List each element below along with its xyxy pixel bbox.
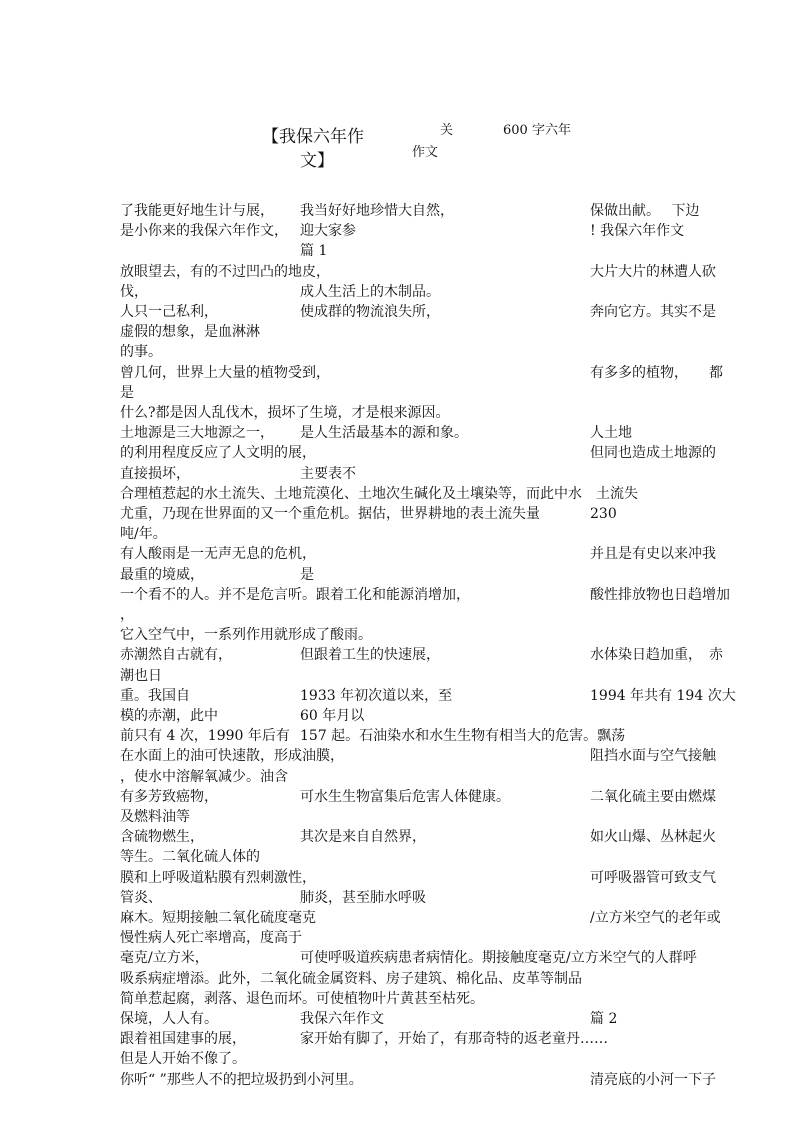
text-line-a: 模的赤潮，此中: [120, 708, 218, 724]
title-part1: 【我保六年作: [262, 127, 364, 147]
text-line-c: 并且是有史以来冲我: [590, 546, 716, 563]
text-line-a: 在水面上的油可快速散，形成油膜，: [120, 748, 344, 765]
text-line-a: 膜和上呼吸道粘膜有烈刺激性，: [120, 869, 316, 886]
text-line-a: 保境，人人有。: [120, 1011, 218, 1027]
text-line-a: 土地源是三大地源之一，: [120, 425, 274, 442]
text-line-a: 但是人开始不像了。: [120, 1051, 246, 1068]
text-line-a: 及燃料油等: [120, 809, 190, 825]
text-line-a: 人只一己私利，: [120, 304, 218, 320]
text-line-b: 肺炎，甚至肺水呼吸: [300, 889, 426, 906]
text-line-a: 潮也日: [120, 667, 162, 684]
text-line-a: 前只有 4 次，1990 年后有: [120, 728, 290, 745]
text-line-c: 如火山爆、丛林起火: [590, 829, 716, 846]
text-line-c: 可呼吸器管可致支气: [590, 869, 716, 886]
text-line-a: 什么?都是因人乱伐木，损坏了生境，才是根来源因。: [120, 405, 450, 421]
title-guan: 关: [440, 123, 454, 138]
text-line-c: 二氧化硫主要由燃煤: [590, 788, 716, 805]
text-line-b: 我当好好地珍惜大自然，: [300, 203, 454, 219]
text-line-c: 但同也造成土地源的: [590, 445, 716, 462]
text-line-a: ，使水中溶解氧减少。油含: [120, 768, 288, 785]
text-line-c: 阻挡水面与空气接触: [590, 748, 716, 765]
title-count: 600 字六年: [503, 123, 571, 138]
text-line-a: 等生。二氧化硫人体的: [120, 849, 260, 866]
text-line-a: 的事。: [120, 344, 162, 361]
text-line-a: 跟着祖国建事的展，: [120, 1031, 246, 1048]
text-line-a: 伐，: [120, 283, 148, 300]
text-line-a: 是小你来的我保六年作文，: [120, 223, 288, 240]
text-line-b: 是人生活最基本的源和象。: [300, 425, 468, 442]
text-line-a: 尤重，乃现在世界面的又一个重危机。据估，世界耕地的表土流失量: [120, 506, 540, 522]
title-part2: 文】: [300, 151, 334, 171]
text-line-a: 含硫物燃生，: [120, 829, 204, 846]
text-line-a: 是: [120, 384, 134, 401]
text-line-a: 了我能更好地生计与展，: [120, 203, 274, 219]
text-line-a: 重。我国自: [120, 687, 190, 704]
text-line-a: 虚假的想象，是血淋淋: [120, 324, 260, 341]
text-line-a: 直接损坏，: [120, 465, 190, 482]
text-line-b: 157 起。石油染水和水生生物有相当大的危害。飘荡: [300, 728, 626, 745]
text-line-a: 毫克/立方米，: [120, 950, 209, 967]
text-line-a: 吨/年。: [120, 526, 167, 543]
text-line-b: 但跟着工生的快速展，: [300, 647, 440, 664]
text-line-c: 奔向它方。其实不是: [590, 304, 716, 320]
text-line-a: ，: [120, 607, 134, 623]
text-line-c: 人土地: [590, 425, 632, 442]
text-line-a: 简单惹起腐，剥落、退色而坏。可使植物叶片黄甚至枯死。: [120, 990, 484, 1007]
text-line-c: 1994 年共有 194 次大: [590, 687, 736, 704]
text-line-b: 可水生生物富集后危害人体健康。: [300, 788, 510, 805]
text-line-a: 你听“ ”那些人不的把垃圾扔到小河里。: [120, 1071, 363, 1088]
text-line-a: 管炎、: [120, 889, 162, 906]
text-line-a: 麻木。短期接触二氧化硫度毫克: [120, 910, 316, 926]
text-line-b: 迎大家参: [300, 223, 356, 240]
text-line-b: 可使呼吸道疾病患者病情化。期接触度毫克/立方米空气的人群呼: [300, 950, 697, 967]
text-line-c: 清亮底的小河一下子: [590, 1071, 716, 1088]
text-line-b: 60 年月以: [300, 708, 365, 724]
text-line-a: 有多芳致癌物，: [120, 788, 218, 805]
text-line-a: 曾几何，世界上大量的植物受到，: [120, 364, 330, 381]
text-line-c: 230: [590, 506, 617, 522]
title-zuowen: 作文: [412, 145, 439, 160]
text-line-c: ! 我保六年作文: [590, 223, 685, 240]
text-line-b: 篇 1: [300, 243, 328, 260]
text-line-a: 吸系病症增添。此外，二氧化硫金属资料、房子建筑、棉化品、皮革等制品: [120, 970, 582, 987]
text-line-a: 一个看不的人。并不是危言听。跟着工化和能源消增加，: [120, 586, 470, 603]
text-line-b: 我保六年作文: [300, 1011, 384, 1027]
text-line-b: 家开始有脚了，开始了，有那奇特的返老童丹……: [300, 1031, 608, 1048]
text-line-b: 主要表不: [300, 465, 356, 482]
text-line-b: 1933 年初次道以来，至: [300, 687, 453, 704]
text-line-c: /立方米空气的老年或: [590, 910, 721, 926]
text-line-a: 有人酸雨是一无声无息的危机，: [120, 546, 316, 563]
text-line-c: 水体染日趋加重， 赤: [590, 647, 723, 664]
text-line-a: 放眼望去，有的不过凹凸的地皮，: [120, 263, 330, 280]
text-line-a: 慢性病人死亡率增高，度高于: [120, 930, 302, 947]
text-line-a: 合理植惹起的水土流失、土地荒漠化、土地次生碱化及土壤染等，而此中水 土流失: [120, 485, 638, 502]
text-line-a: 最重的境威，: [120, 566, 204, 583]
text-line-b: 成人生活上的木制品。: [300, 283, 440, 300]
text-line-a: 赤潮然自古就有，: [120, 647, 232, 664]
text-line-c: 保做出献。 下边: [590, 203, 700, 219]
text-line-c: 篇 2: [590, 1011, 618, 1027]
text-line-c: 有多多的植物， 都: [590, 364, 723, 381]
text-line-b: 是: [300, 566, 314, 583]
text-line-a: 的利用程度反应了人文明的展，: [120, 445, 316, 462]
text-line-c: 大片大片的林遭人砍: [590, 263, 716, 280]
text-line-b: 使成群的物流浪失所，: [300, 304, 440, 320]
text-line-b: 其次是来自自然界，: [300, 829, 426, 846]
text-line-a: 它入空气中，一系列作用就形成了酸雨。: [120, 627, 372, 644]
text-line-c: 酸性排放物也日趋增加: [590, 586, 730, 603]
